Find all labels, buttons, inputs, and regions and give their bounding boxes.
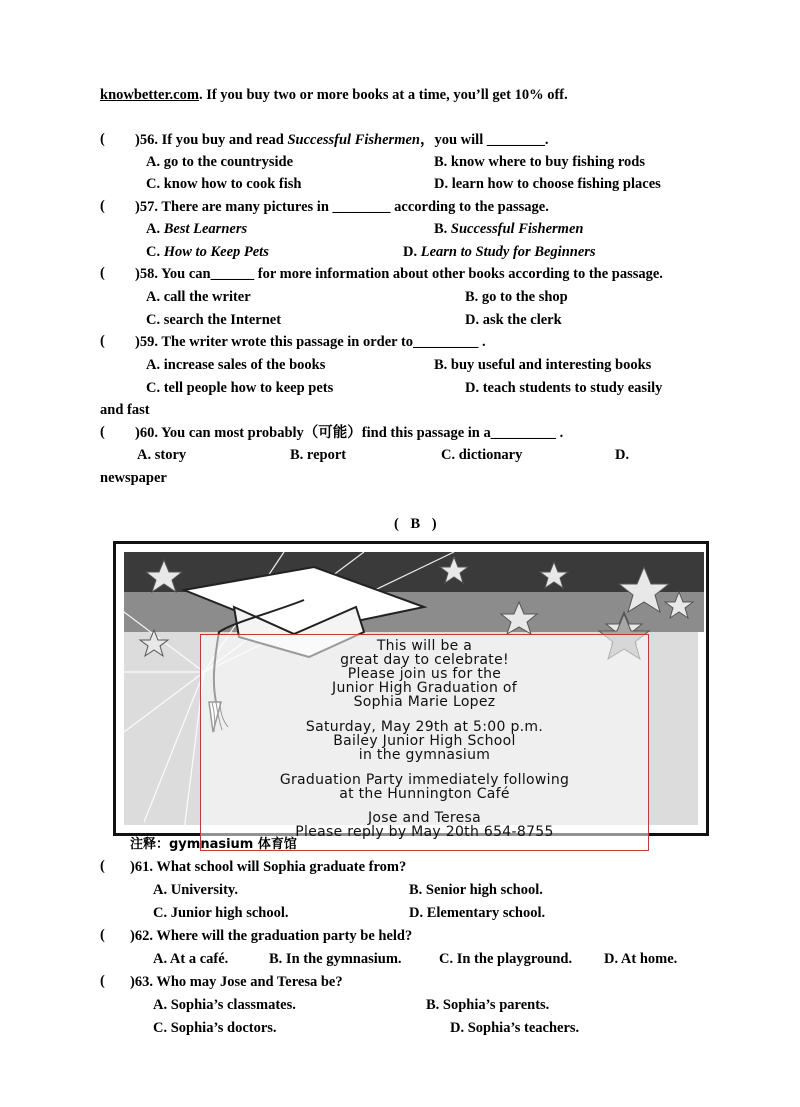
- invitation-line-12: Please reply by May 20th 654-8755: [295, 824, 554, 840]
- stem-text: You can most probably（可能）find this passage in a: [161, 425, 491, 441]
- option-57-c: [146, 243, 269, 261]
- option-63-a: A. Sophia’s classmates.: [153, 997, 296, 1013]
- star-icon: [140, 630, 168, 656]
- invitation-line-6: Saturday, May 29th at 5:00 p.m.: [305, 719, 544, 735]
- answer-blank: ______: [210, 266, 255, 282]
- answer-blank: _________: [490, 425, 556, 441]
- answer-paren-59: (: [100, 333, 105, 349]
- graduation-invitation-image: [113, 541, 709, 840]
- option-63-d: D. Sophia’s teachers.: [450, 1020, 580, 1036]
- stem-text: ，you will: [419, 132, 487, 148]
- option-58-c: C. search the Internet: [146, 312, 282, 328]
- question-61-stem: [130, 858, 406, 876]
- stem-text: The writer wrote this passage in order to: [161, 334, 414, 350]
- intro-line: [100, 86, 568, 104]
- option-58-d: D. ask the clerk: [465, 312, 562, 328]
- stem-text: What school will Sophia graduate from?: [156, 859, 407, 875]
- answer-paren-57: (: [100, 198, 105, 214]
- invitation-line-1: This will be a: [376, 638, 473, 654]
- option-60-a: A. story: [137, 447, 187, 463]
- answer-paren-61: (: [100, 858, 105, 874]
- question-number: )62.: [130, 928, 153, 944]
- question-number: )63.: [130, 974, 153, 990]
- option-56-d: D. learn how to choose fishing places: [434, 176, 661, 192]
- stem-end: .: [478, 334, 486, 350]
- question-number: )60.: [135, 425, 158, 441]
- option-56-b: B. know where to buy fishing rods: [434, 154, 645, 170]
- invitation-card: [200, 634, 649, 851]
- option-61-d: D. Elementary school.: [409, 905, 546, 921]
- option-59-b: B. buy useful and interesting books: [434, 357, 652, 373]
- option-62-b: B. In the gymnasium.: [269, 951, 402, 967]
- option-63-c: C. Sophia’s doctors.: [153, 1020, 277, 1036]
- option-59-d: D. teach students to study easily: [465, 380, 663, 396]
- answer-paren-62: (: [100, 927, 105, 943]
- option-59-d-continued: and fast: [100, 402, 150, 418]
- book-title: How to Keep Pets: [163, 244, 269, 260]
- book-title: Learn to Study for Beginners: [420, 244, 596, 260]
- invitation-line-2: great day to celebrate!: [340, 652, 509, 668]
- answer-paren-60: (: [100, 424, 105, 440]
- option-label: A.: [146, 221, 164, 237]
- option-60-c: C. dictionary: [441, 447, 523, 463]
- intro-text: . If you buy two or more books at a time, you’ll get 10% off.: [198, 87, 568, 103]
- option-57-a: [146, 220, 247, 238]
- question-57-stem: [135, 198, 549, 216]
- option-61-c: C. Junior high school.: [153, 905, 289, 921]
- stem-text: according to the passage.: [390, 199, 549, 215]
- book-title: Successful Fishermen: [287, 132, 420, 148]
- answer-blank: ________: [332, 199, 391, 215]
- option-label: B.: [434, 221, 451, 237]
- option-56-a: A. go to the countryside: [146, 154, 294, 170]
- question-62-stem: [130, 927, 412, 945]
- question-59-stem: [135, 333, 486, 351]
- invitation-line-10: at the Hunnington Café: [339, 786, 510, 802]
- question-58-stem: [135, 265, 663, 283]
- invitation-line-5: Sophia Marie Lopez: [353, 694, 496, 710]
- question-60-stem: [135, 424, 563, 442]
- option-59-a: A. increase sales of the books: [146, 357, 326, 373]
- vocabulary-note: 注释：gymnasium 体育馆: [130, 837, 297, 852]
- book-title: Successful Fishermen: [450, 221, 584, 237]
- invitation-line-9: Graduation Party immediately following: [279, 772, 570, 788]
- option-62-c: C. In the playground.: [439, 951, 573, 967]
- option-62-d: D. At home.: [604, 951, 678, 967]
- part-b-title: ( B ): [394, 516, 437, 532]
- option-60-b: B. report: [290, 447, 347, 463]
- stem-end: .: [556, 425, 564, 441]
- stem-end: .: [544, 132, 549, 148]
- option-60-d-continued: newspaper: [100, 470, 167, 486]
- option-62-a: A. At a café.: [153, 951, 229, 967]
- answer-paren-63: (: [100, 973, 105, 989]
- option-57-d: [403, 243, 596, 261]
- stem-text: Where will the graduation party be held?: [156, 928, 413, 944]
- answer-paren-56: (: [100, 131, 105, 147]
- option-61-b: B. Senior high school.: [409, 882, 543, 898]
- answer-blank: ________: [486, 132, 545, 148]
- question-63-stem: [130, 973, 343, 991]
- stem-text: for more information about other books according to the passage.: [254, 266, 663, 282]
- stem-text: There are many pictures in: [161, 199, 333, 215]
- invitation-line-7: Bailey Junior High School: [333, 733, 516, 749]
- invitation-line-11: Jose and Teresa: [367, 810, 482, 826]
- question-number: )58.: [135, 266, 158, 282]
- invitation-line-3: Please join us for the: [347, 666, 502, 682]
- option-label: D.: [403, 244, 421, 260]
- option-60-d: D.: [615, 447, 630, 463]
- answer-blank: _________: [413, 334, 479, 350]
- question-number: )57.: [135, 199, 158, 215]
- question-number: )61.: [130, 859, 153, 875]
- option-58-b: B. go to the shop: [465, 289, 568, 305]
- website-link: knowbetter.com: [100, 87, 199, 103]
- option-56-c: C. know how to cook fish: [146, 176, 302, 192]
- option-63-b: B. Sophia’s parents.: [426, 997, 550, 1013]
- question-number: )59.: [135, 334, 158, 350]
- option-58-a: A. call the writer: [146, 289, 251, 305]
- question-56-stem: [135, 131, 548, 149]
- question-number: )56.: [135, 132, 158, 148]
- book-title: Best Learners: [163, 221, 248, 237]
- option-59-c: C. tell people how to keep pets: [146, 380, 334, 396]
- invitation-line-4: Junior High Graduation of: [332, 680, 517, 696]
- answer-paren-58: (: [100, 265, 105, 281]
- stem-text: If you buy and read: [161, 132, 288, 148]
- invitation-line-8: in the gymnasium: [358, 747, 491, 763]
- stem-text: Who may Jose and Teresa be?: [156, 974, 343, 990]
- option-label: C.: [146, 244, 164, 260]
- option-61-a: A. University.: [153, 882, 238, 898]
- stem-text: You can: [161, 266, 211, 282]
- option-57-b: [434, 220, 583, 238]
